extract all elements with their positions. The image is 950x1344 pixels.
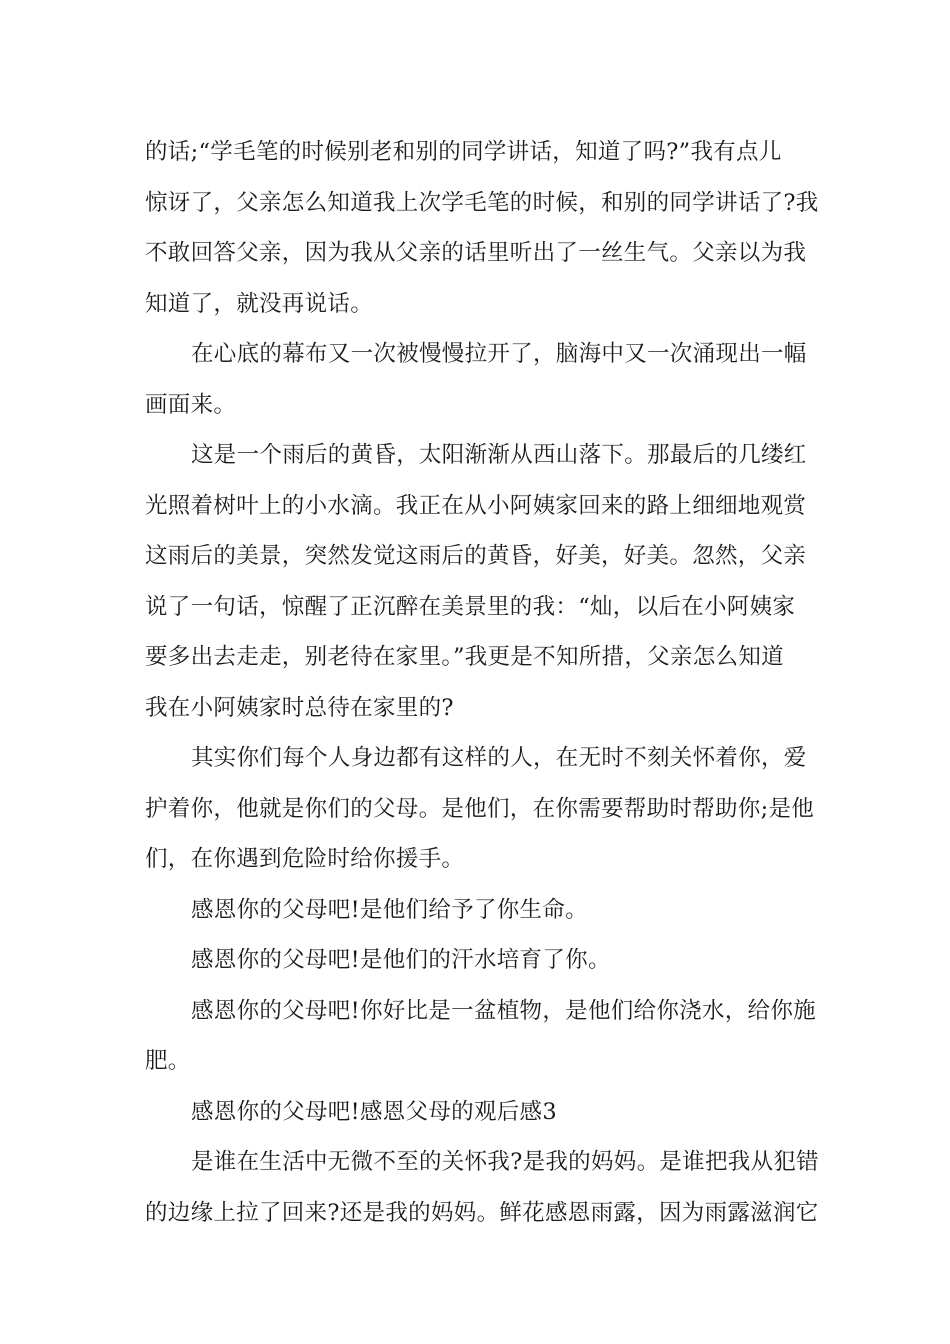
- text-line: 们，在你遇到危险时给你援手。: [145, 846, 465, 872]
- section-heading-line: 感恩你的父母吧!感恩父母的观后感3: [191, 1098, 557, 1125]
- text-line: 画面来。: [145, 391, 237, 418]
- text-line: 是谁在生活中无微不至的关怀我?是我的妈妈。是谁把我从犯错: [191, 1149, 819, 1175]
- text-line: 护着你，他就是你们的父母。是他们，在你需要帮助时帮助你;是他: [145, 795, 815, 822]
- text-line: 不敢回答父亲，因为我从父亲的话里听出了一丝生气。父亲以为我: [145, 240, 807, 266]
- text-line: 的边缘上拉了回来?还是我的妈妈。鲜花感恩雨露，因为雨露滋润它: [145, 1199, 819, 1226]
- text-line: 知道了，就没再说话。: [145, 290, 374, 317]
- text-line: 要多出去走走，别老待在家里。”我更是不知所措，父亲怎么知道: [145, 644, 784, 670]
- text-line: 感恩你的父母吧!是他们给予了你生命。: [191, 896, 588, 923]
- text-line: 光照着树叶上的小水滴。我正在从小阿姨家回来的路上细细地观赏: [145, 492, 807, 519]
- text-line: 其实你们每个人身边都有这样的人，在无时不刻关怀着你，爱: [191, 745, 807, 771]
- text-line: 肥。: [145, 1048, 191, 1074]
- body-text: [145, 127, 819, 1238]
- text-line: 惊讶了，父亲怎么知道我上次学毛笔的时候，和别的同学讲话了?我: [145, 189, 819, 216]
- text-line: 这是一个雨后的黄昏，太阳渐渐从西山落下。那最后的几缕红: [191, 442, 807, 468]
- text-line: 在心底的幕布又一次被慢慢拉开了，脑海中又一次涌现出一幅: [191, 341, 807, 367]
- text-line: 我在小阿姨家时总待在家里的?: [145, 694, 454, 721]
- text-line: 感恩你的父母吧!你好比是一盆植物，是他们给你浇水，给你施: [191, 997, 816, 1024]
- text-line: 感恩你的父母吧!是他们的汗水培育了你。: [191, 947, 611, 973]
- text-line: 这雨后的美景，突然发觉这雨后的黄昏，好美，好美。忽然，父亲: [145, 543, 807, 569]
- text-line: 的话;“学毛笔的时候别老和别的同学讲话，知道了吗?”我有点儿: [145, 139, 782, 165]
- text-line: 说了一句话，惊醒了正沉醉在美景里的我：“灿，以后在小阿姨家: [145, 593, 796, 620]
